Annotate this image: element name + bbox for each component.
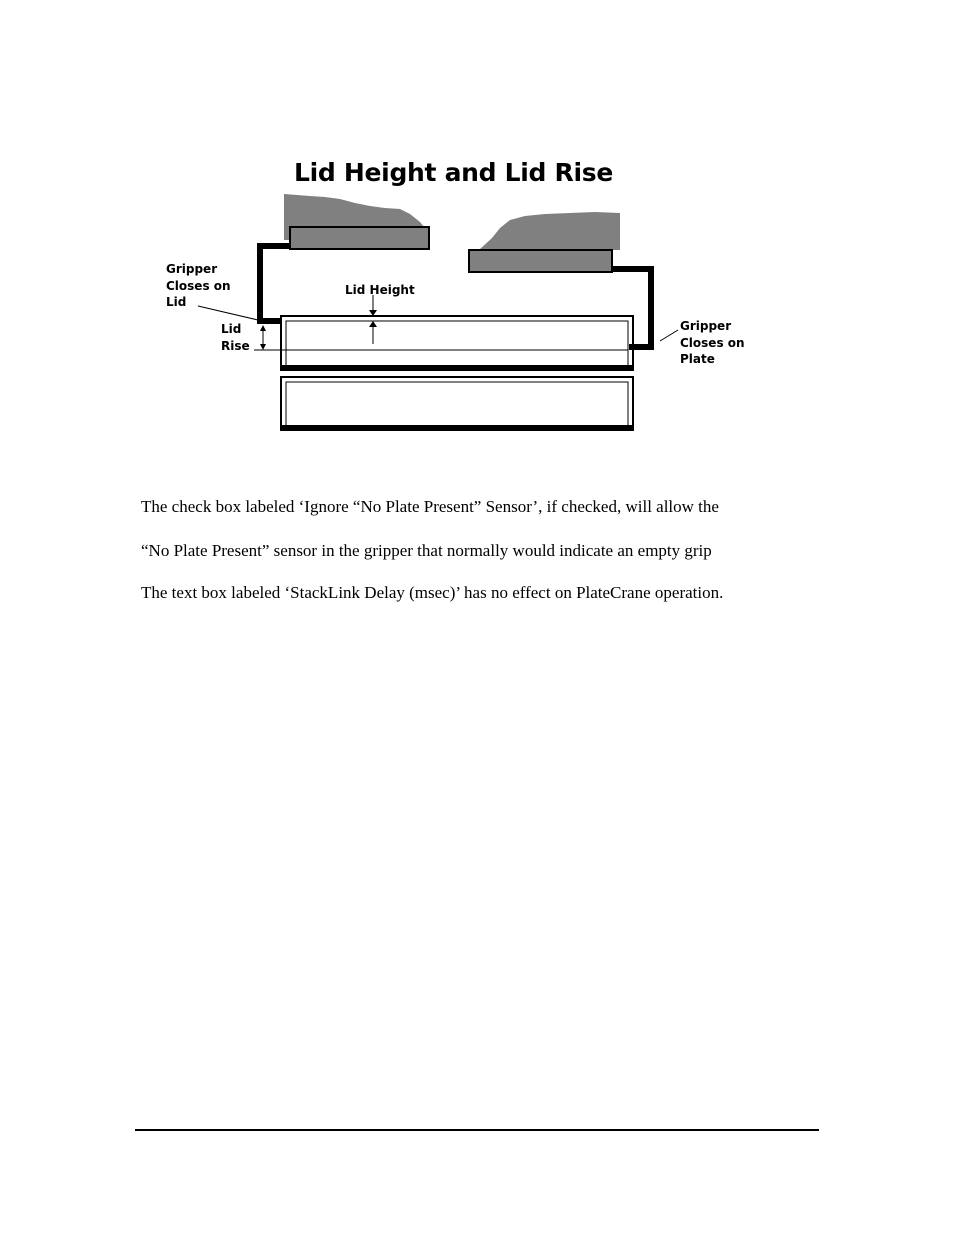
gripper-diagram [150, 150, 770, 450]
lid-rise-arrowhead-up [260, 325, 266, 331]
plate-top-bar [280, 365, 634, 371]
gripper-closes-on-lid-label: Gripper Closes on Lid [166, 262, 231, 309]
paragraph-stacklink-delay: The text box labeled ‘StackLink Delay (msec)’ has no effect on PlateCrane operation. [141, 583, 724, 602]
gripper-plate-leader [660, 330, 678, 341]
figure-title: Lid Height and Lid Rise [294, 158, 614, 187]
lid-rise-label: Lid Rise [221, 322, 250, 353]
left-gripper-arm [260, 246, 290, 321]
footer-rule [135, 1129, 819, 1131]
plate-bottom-bar [280, 425, 634, 431]
lid-height-label: Lid Height [345, 283, 415, 297]
right-gripper-arm [612, 269, 651, 347]
paragraph-ignore-sensor: The check box labeled ‘Ignore “No Plate Present” Sensor’, if checked, will allow the [141, 497, 719, 516]
gripper-closes-on-plate-label: Gripper Closes on Plate [680, 319, 745, 366]
paragraph-sensor-description: “No Plate Present” sensor in the gripper that normally would indicate an empty grip [141, 541, 712, 560]
plate-body-inner [286, 382, 628, 428]
lid-inner [286, 321, 628, 366]
right-gripper-plate [469, 250, 612, 272]
lid-height-arrowhead-bottom [369, 321, 377, 327]
plate-body-outer [281, 377, 633, 428]
left-gripper-plate [290, 227, 429, 249]
lid-rise-arrowhead-down [260, 344, 266, 350]
lid-height-lid-rise-figure [150, 150, 770, 450]
lid-outer [281, 316, 633, 366]
